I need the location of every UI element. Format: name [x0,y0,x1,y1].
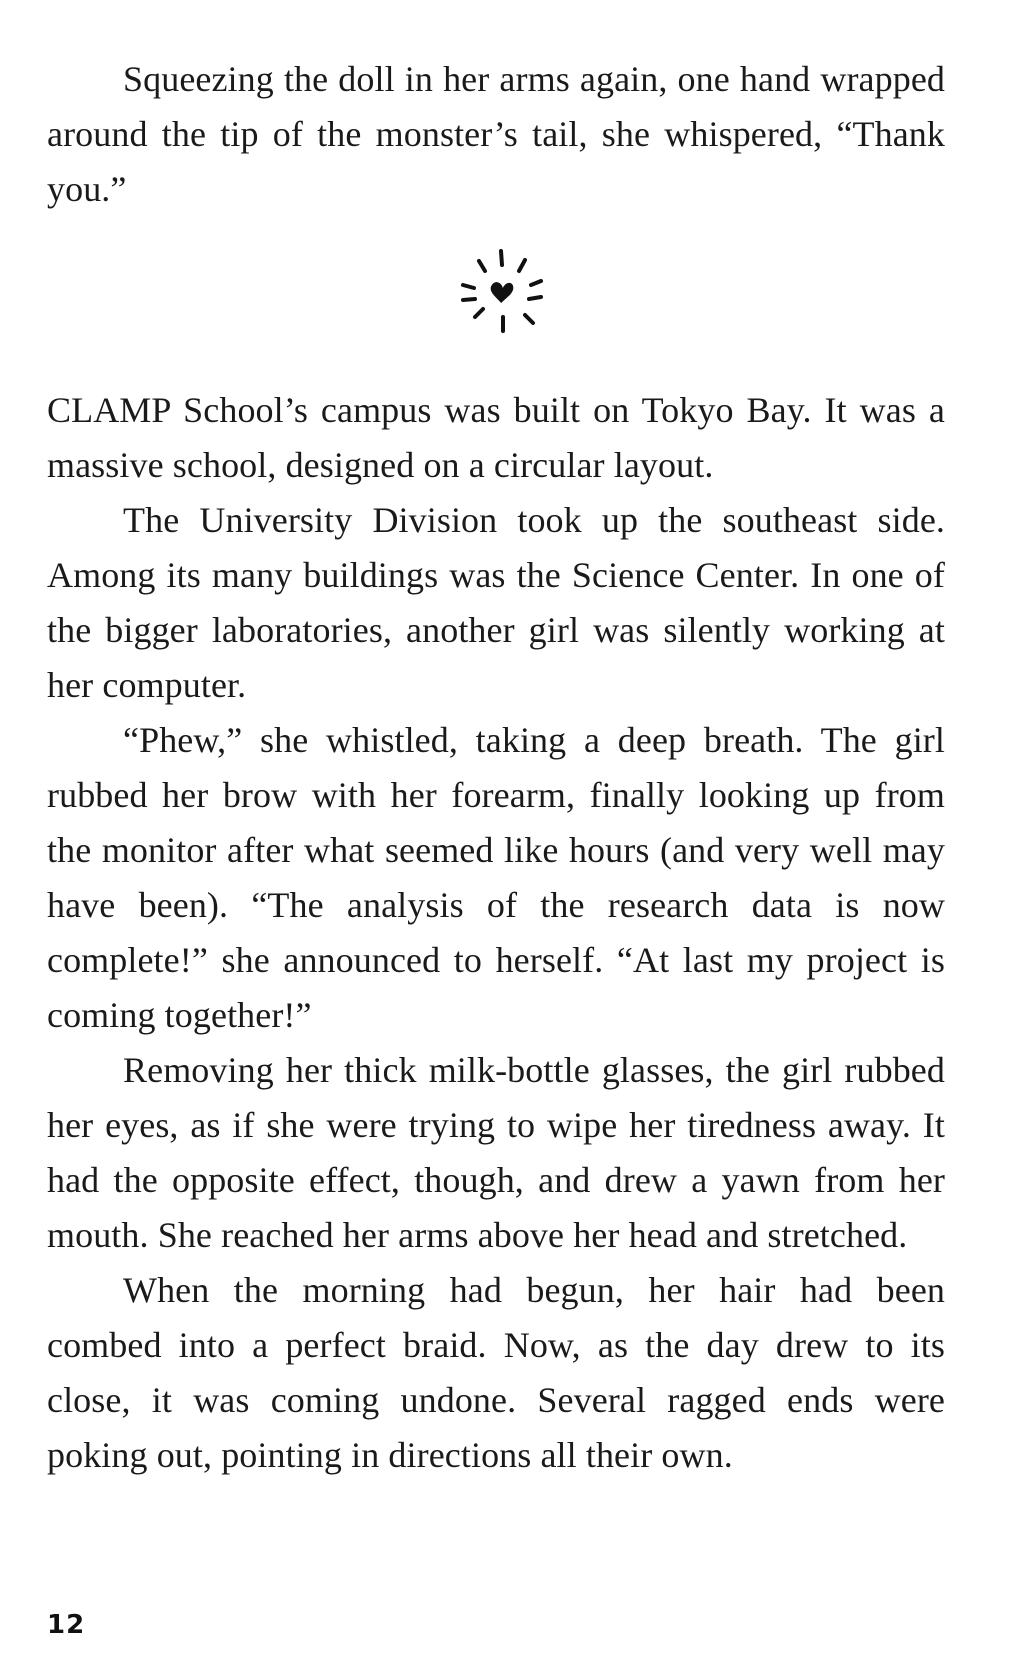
paragraph-glasses: Removing her thick milk-bottle glasses, the girl rubbed her eyes, as if she were trying to wipe her tiredness away. It had the opposite effect, though, and drew a yawn from her mouth. She reached her arms above her head and stretched. [47,1050,945,1255]
ray-bottom-left [475,309,483,317]
ray-top-left [479,261,485,271]
ray-left-upper [463,285,474,288]
heart-burst-svg [445,245,555,355]
heart-shape [488,280,514,305]
ray-right-upper [531,281,541,285]
section-text-block [47,383,945,1483]
ray-top [501,251,502,265]
ray-top-right [519,260,525,271]
page-number: 12 [47,1610,86,1640]
opening-text-block [47,52,945,217]
heart-burst-icon [445,245,555,355]
paragraph-thank-you: Squeezing the doll in her arms again, one hand wrapped around the tip of the monster’s tail, she whispered, “Thank you.” [47,59,945,209]
paragraph-campus: CLAMP School’s campus was built on Tokyo Bay. It was a massive school, designed on a circular layout. [47,390,945,485]
paragraph-university-division: The University Division took up the southeast side. Among its many buildings was the Science Center. In one of the bigger laboratories, another girl was silently working at her computer. [47,500,945,705]
paragraph-phew: “Phew,” she whistled, taking a deep breath. The girl rubbed her brow with her forearm, finally looking up from the monitor after what seemed like hours (and very well may have been). “The analysis of the research data is now complete!” she announced to herself. “At last my project is coming together!” [47,720,945,1035]
ray-bottom-right [525,315,533,323]
paragraph-braid: When the morning had begun, her hair had been combed into a perfect braid. Now, as the day drew to its close, it was coming undone. Several ragged ends were poking out, pointing in directions all their own. [47,1270,945,1475]
ray-right [529,297,541,299]
ray-left [463,299,475,300]
